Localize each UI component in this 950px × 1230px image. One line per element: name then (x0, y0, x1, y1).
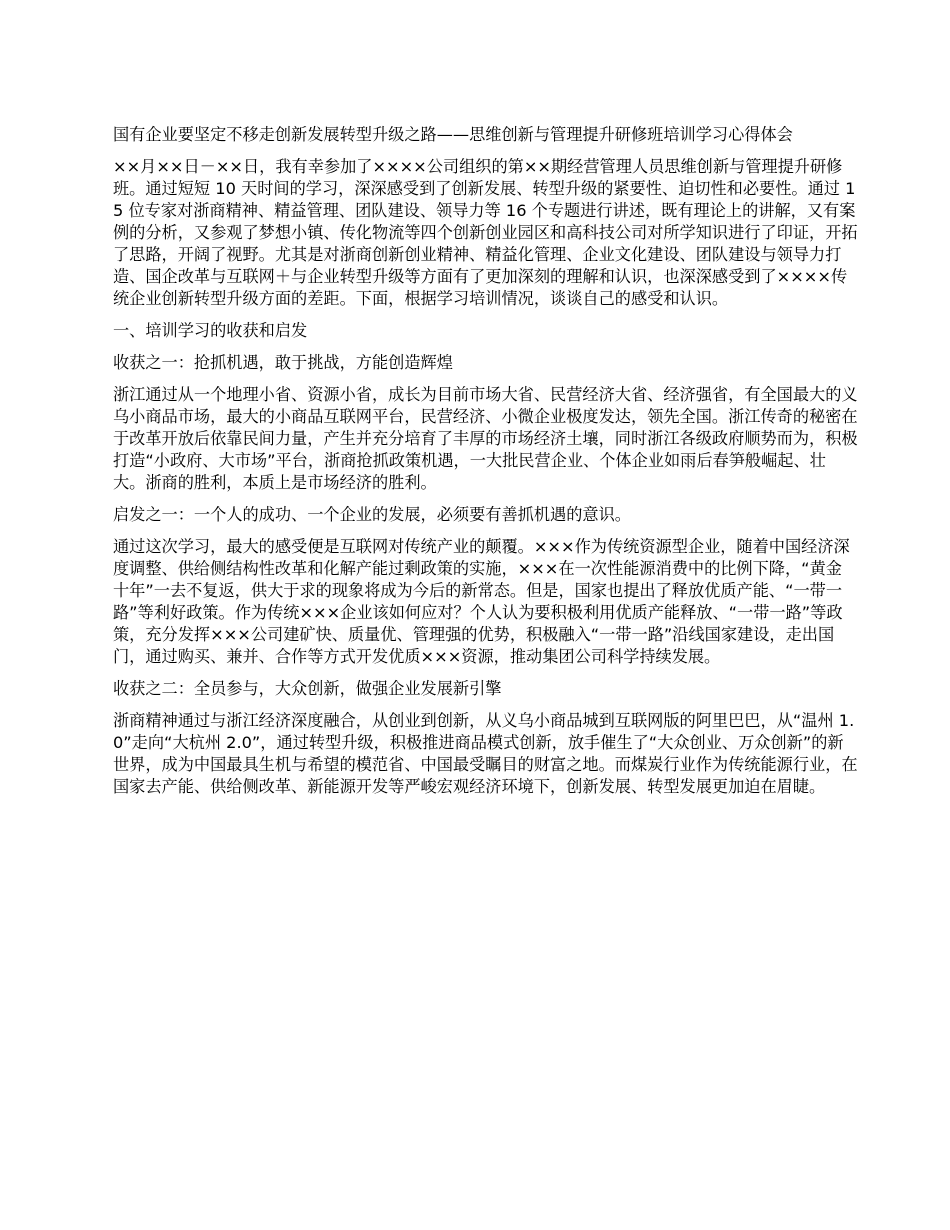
subheading-insight-1: 启发之一：一个人的成功、一个企业的发展，必须要有善抓机遇的意识。 (113, 505, 631, 524)
paragraph-zheshang: 浙商精神通过与浙江经济深度融合，从创业到创新，从义乌小商品城到互联网版的阿里巴巴，从“温州 1.0”走向“大杭州 2.0”，通过转型升级，积极推进商品模式创新，放手催生了“大众创业、万众创新”的新世界，成为中国最具生机与希望的模范省、中国最受瞩目的财富之地。而煤炭行业作为传统能源行业，在国家去产能、供给侧改革、新能源开发等严峻宏观经济环境下，创新发展、转型发展更加迫在眉睫。 (113, 711, 858, 796)
section-heading: 一、培训学习的收获和启发 (113, 321, 308, 340)
subheading-gain-2: 收获之二：全员参与，大众创新，做强企业发展新引擎 (113, 679, 502, 698)
paragraph-intro: ××月××日－××日，我有幸参加了××××公司组织的第××期经营管理人员思维创新与管理提升研修班。通过短短 10 天时间的学习，深深感受到了创新发展、转型升级的紧要性、迫切性和必要性。通过 15 位专家对浙商精神、精益管理、团队建设、领导力等 16 个专题进行讲述，既有理论上的讲解，又有案例的分析，又参观了梦想小镇、传化物流等四个创新创业园区和高科技公司对所学知识进行了印证，开拓了思路，开阔了视野。尤其是对浙商创新创业精神、精益化管理、企业文化建设、团队建设与领导力打造、国企改革与互联网＋与企业转型升级等方面有了更加深刻的理解和认识，也深深感受到了××××传统企业创新转型升级方面的差距。下面，根据学习培训情况，谈谈自己的感受和认识。 (113, 157, 858, 308)
paragraph-internet: 通过这次学习，最大的感受便是互联网对传统产业的颠覆。×××作为传统资源型企业，随着中国经济深度调整、供给侧结构性改革和化解产能过剩政策的实施，×××在一次性能源消费中的比例下降，“黄金十年”一去不复返，供大于求的现象将成为今后的新常态。但是，国家也提出了释放优质产能、“一带一路”等利好政策。作为传统×××企业该如何应对？个人认为要积极利用优质产能释放、“一带一路”等政策，充分发挥×××公司建矿快、质量优、管理强的优势，积极融入“一带一路”沿线国家建设，走出国门，通过购买、兼并、合作等方式开发优质×××资源，推动集团公司科学持续发展。 (113, 537, 850, 666)
document-title: 国有企业要坚定不移走创新发展转型升级之路——思维创新与管理提升研修班培训学习心得体会 (113, 125, 793, 144)
document-page (113, 124, 858, 808)
subheading-gain-1: 收获之一：抢抓机遇，敢于挑战，方能创造辉煌 (113, 353, 453, 372)
paragraph-zhejiang: 浙江通过从一个地理小省、资源小省，成长为目前市场大省、民营经济大省、经济强省，有全国最大的义乌小商品市场，最大的小商品互联网平台，民营经济、小微企业极度发达，领先全国。浙江传奇的秘密在于改革开放后依靠民间力量，产生并充分培育了丰厚的市场经济土壤，同时浙江各级政府顺势而为，积极打造“小政府、大市场”平台，浙商抢抓政策机遇，一大批民营企业、个体企业如雨后春笋般崛起、壮大。浙商的胜利，本质上是市场经济的胜利。 (113, 385, 858, 492)
